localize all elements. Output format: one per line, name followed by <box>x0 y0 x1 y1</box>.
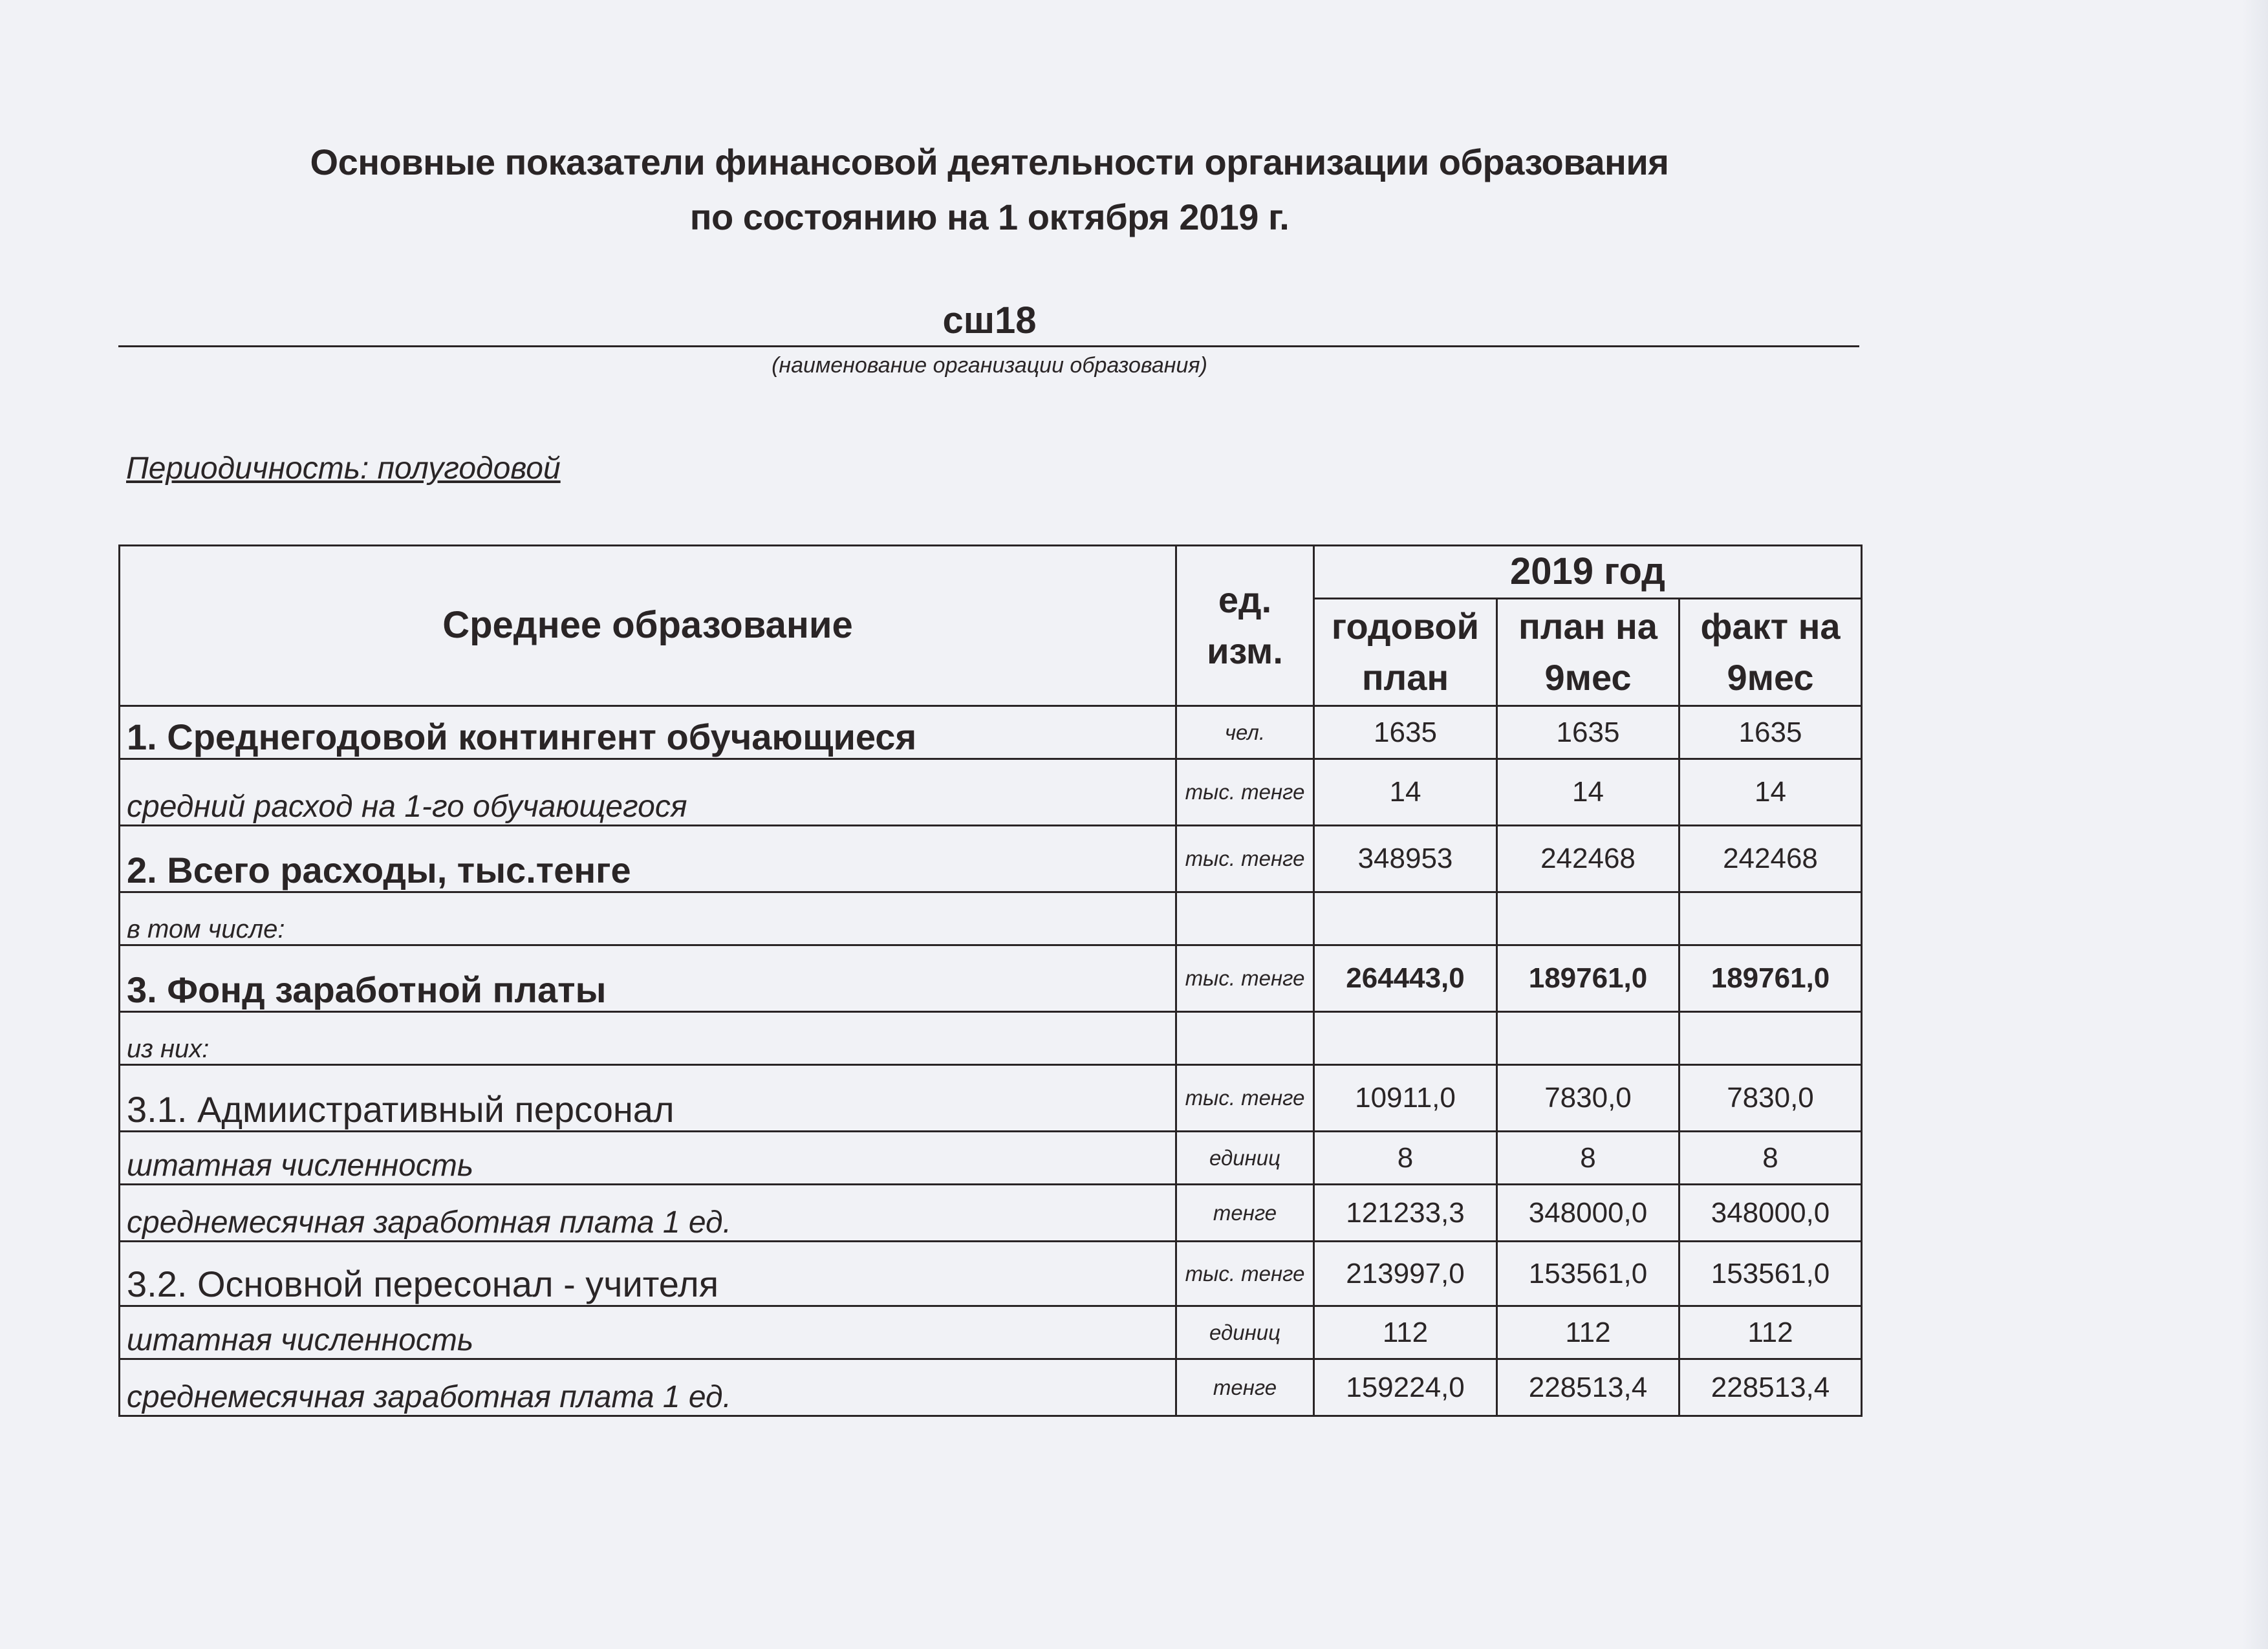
table-row <box>120 892 1862 945</box>
cell-fact-9-months: 8 <box>1679 1132 1862 1185</box>
cell-plan-9-months: 242468 <box>1497 826 1679 892</box>
table-row <box>120 1185 1862 1242</box>
cell-fact-9-months: 348000,0 <box>1679 1185 1862 1242</box>
row-label: штатная численность <box>120 1306 1176 1359</box>
row-unit <box>1176 892 1314 945</box>
row-label: среднемесячная заработная плата 1 ед. <box>120 1185 1176 1242</box>
cell-plan-9-months: 348000,0 <box>1497 1185 1679 1242</box>
cell-fact-9-months: 153561,0 <box>1679 1242 1862 1306</box>
cell-fact-9-months: 242468 <box>1679 826 1862 892</box>
row-unit: тыс. тенге <box>1176 826 1314 892</box>
row-label: среднемесячная заработная плата 1 ед. <box>120 1359 1176 1416</box>
cell-fact-9-months: 228513,4 <box>1679 1359 1862 1416</box>
row-label: 3.1. Адмиистративный персонал <box>120 1065 1176 1132</box>
row-unit: тыс. тенге <box>1176 1065 1314 1132</box>
row-unit: тыс. тенге <box>1176 759 1314 826</box>
table-row <box>120 826 1862 892</box>
document-title-line-2: по состоянию на 1 октября 2019 г. <box>689 197 1290 237</box>
cell-annual-plan: 213997,0 <box>1314 1242 1497 1306</box>
header-annual-plan: годовой план <box>1314 599 1497 706</box>
row-unit: тыс. тенге <box>1176 945 1314 1012</box>
row-unit: единиц <box>1176 1132 1314 1185</box>
row-label: 3.2. Основной пересонал - учителя <box>120 1242 1176 1306</box>
organization-caption: (наименование организации образования) <box>772 353 1207 378</box>
financial-indicators-table <box>118 544 1863 1417</box>
cell-annual-plan: 10911,0 <box>1314 1065 1497 1132</box>
cell-annual-plan: 14 <box>1314 759 1497 826</box>
row-unit: тенге <box>1176 1185 1314 1242</box>
cell-annual-plan: 264443,0 <box>1314 945 1497 1012</box>
table-row <box>120 1012 1862 1065</box>
cell-plan-9-months: 8 <box>1497 1132 1679 1185</box>
cell-annual-plan <box>1314 892 1497 945</box>
cell-plan-9-months: 228513,4 <box>1497 1359 1679 1416</box>
cell-fact-9-months <box>1679 892 1862 945</box>
header-fact-9-months: факт на 9мес <box>1679 599 1862 706</box>
cell-fact-9-months: 7830,0 <box>1679 1065 1862 1132</box>
row-label: в том числе: <box>120 892 1176 945</box>
row-unit: тенге <box>1176 1359 1314 1416</box>
row-label: 1. Среднегодовой контингент обучающиеся <box>120 706 1176 759</box>
cell-plan-9-months <box>1497 892 1679 945</box>
cell-annual-plan: 8 <box>1314 1132 1497 1185</box>
header-unit: ед. изм. <box>1176 546 1314 706</box>
cell-plan-9-months: 189761,0 <box>1497 945 1679 1012</box>
cell-annual-plan: 112 <box>1314 1306 1497 1359</box>
table-row <box>120 706 1862 759</box>
cell-fact-9-months: 112 <box>1679 1306 1862 1359</box>
table-row <box>120 759 1862 826</box>
cell-annual-plan: 348953 <box>1314 826 1497 892</box>
table-row <box>120 1359 1862 1416</box>
row-unit: тыс. тенге <box>1176 1242 1314 1306</box>
cell-plan-9-months <box>1497 1012 1679 1065</box>
row-label: 2. Всего расходы, тыс.тенге <box>120 826 1176 892</box>
row-label: из них: <box>120 1012 1176 1065</box>
cell-plan-9-months: 153561,0 <box>1497 1242 1679 1306</box>
table-row <box>120 945 1862 1012</box>
row-label: штатная численность <box>120 1132 1176 1185</box>
cell-annual-plan: 159224,0 <box>1314 1359 1497 1416</box>
cell-fact-9-months <box>1679 1012 1862 1065</box>
row-label: 3. Фонд заработной платы <box>120 945 1176 1012</box>
cell-plan-9-months: 112 <box>1497 1306 1679 1359</box>
organization-name: сш18 <box>942 299 1037 341</box>
header-year: 2019 год <box>1314 546 1862 599</box>
cell-fact-9-months: 1635 <box>1679 706 1862 759</box>
document-title-line-1: Основные показатели финансовой деятельности организации образования <box>310 142 1669 182</box>
table-row <box>120 1242 1862 1306</box>
header-plan-9-months: план на 9мес <box>1497 599 1679 706</box>
row-unit: единиц <box>1176 1306 1314 1359</box>
table-row <box>120 1306 1862 1359</box>
cell-plan-9-months: 14 <box>1497 759 1679 826</box>
cell-fact-9-months: 14 <box>1679 759 1862 826</box>
table-row <box>120 1132 1862 1185</box>
cell-annual-plan: 121233,3 <box>1314 1185 1497 1242</box>
row-label: средний расход на 1-го обучающегося <box>120 759 1176 826</box>
table-row <box>120 1065 1862 1132</box>
cell-annual-plan <box>1314 1012 1497 1065</box>
cell-annual-plan: 1635 <box>1314 706 1497 759</box>
periodicity-label: Периодичность: полугодовой <box>126 451 561 486</box>
header-section-name: Среднее образование <box>120 546 1176 706</box>
scan-edge-shadow <box>2242 0 2268 1649</box>
cell-fact-9-months: 189761,0 <box>1679 945 1862 1012</box>
cell-plan-9-months: 7830,0 <box>1497 1065 1679 1132</box>
organization-underline <box>118 345 1859 347</box>
row-unit: чел. <box>1176 706 1314 759</box>
cell-plan-9-months: 1635 <box>1497 706 1679 759</box>
row-unit <box>1176 1012 1314 1065</box>
